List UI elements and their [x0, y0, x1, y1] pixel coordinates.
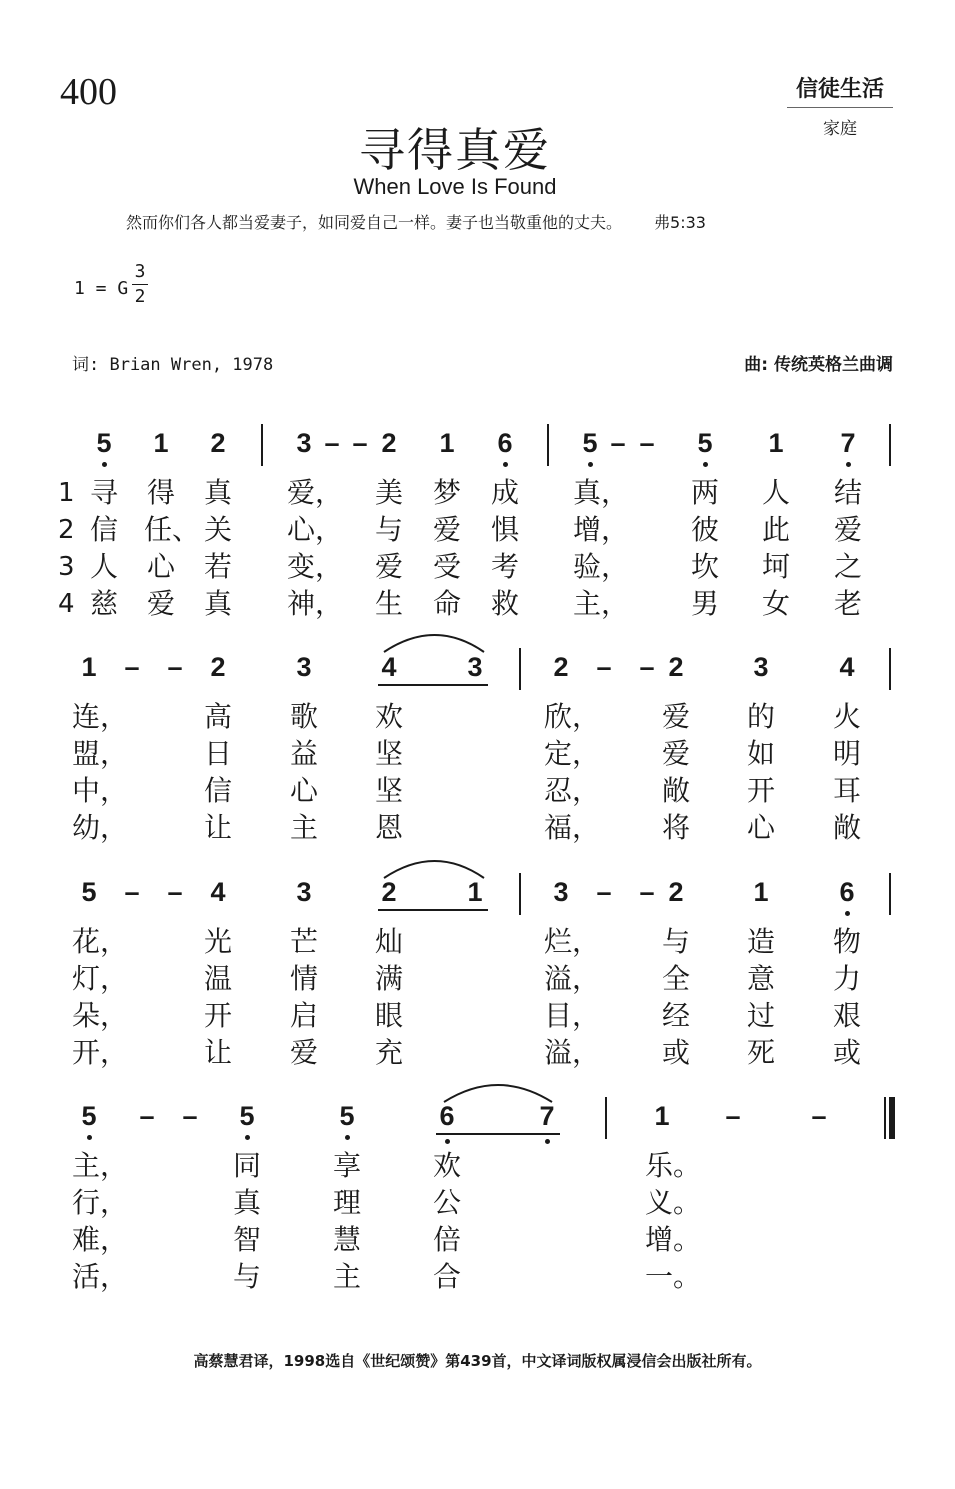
lyric-char: 意 — [746, 962, 775, 995]
lyric-char: 或 — [832, 1036, 861, 1069]
lyric-char: 之 — [833, 550, 862, 583]
lyric-char: 慧 — [332, 1223, 361, 1256]
lyric-char: 温 — [203, 962, 232, 995]
lyrics-credit: 词: Brian Wren, 1978 — [72, 355, 274, 375]
lyric-char: 主 — [332, 1260, 361, 1293]
eighth-underline — [436, 1133, 560, 1135]
note: 4 — [210, 877, 226, 907]
note: 3 — [753, 652, 769, 682]
lyric-char: 一。 — [645, 1260, 702, 1293]
lyric-char: 合 — [432, 1260, 461, 1293]
lyric-char: 心 — [146, 550, 175, 583]
lyric-char: 义。 — [645, 1186, 702, 1219]
lyric-char: 敞 — [661, 774, 690, 807]
note: 2 — [210, 652, 226, 682]
lyric-char: 坎 — [690, 550, 719, 583]
lyric-char: 的 — [746, 700, 775, 733]
lyric-char: 惧 — [490, 513, 519, 546]
lyric-char: 过 — [746, 999, 775, 1032]
lyric-char: 力 — [832, 962, 861, 995]
key-signature: 1 = G — [74, 278, 129, 299]
lyric-char: 智 — [232, 1223, 261, 1256]
barline — [889, 873, 891, 915]
lyric-char: 主， — [573, 587, 630, 620]
lyric-char: 考 — [490, 550, 519, 583]
note: 4 — [839, 652, 855, 682]
lyric-char: 关 — [203, 513, 232, 546]
lyric-char: 歌 — [289, 700, 318, 733]
lyric-char: 信 — [89, 513, 118, 546]
lyric-char: 爱 — [432, 513, 461, 546]
lyric-char: 让 — [203, 1036, 232, 1069]
dash: – — [167, 652, 183, 682]
note: 6 — [497, 428, 513, 458]
note: 3 — [296, 877, 312, 907]
lyric-char: 爱 — [833, 513, 862, 546]
note: 6 — [439, 1101, 455, 1131]
final-barline-thin — [884, 1097, 886, 1139]
lyric-char: 造 — [746, 925, 775, 958]
note: 2 — [668, 877, 684, 907]
lyric-char: 行， — [72, 1186, 129, 1219]
lyric-char: 若 — [203, 550, 232, 583]
lyric-char: 慈 — [89, 587, 118, 620]
low-octave-dot — [102, 462, 107, 467]
time-signature — [132, 260, 148, 309]
lyric-char: 生 — [374, 587, 403, 620]
note: 1 — [81, 652, 97, 682]
lyric-char: 欣， — [544, 700, 601, 733]
lyric-char: 高 — [203, 700, 232, 733]
lyric-char: 如 — [746, 737, 775, 770]
dash: – — [725, 1101, 741, 1131]
note: 5 — [81, 877, 97, 907]
lyric-char: 溢， — [544, 1036, 601, 1069]
lyric-char: 或 — [661, 1036, 690, 1069]
dash: – — [182, 1101, 198, 1131]
verse-number: 1 — [58, 478, 75, 508]
lyric-char: 益 — [289, 737, 318, 770]
lyric-char: 让 — [203, 811, 232, 844]
note: 6 — [839, 877, 855, 907]
lyric-char: 此 — [761, 513, 790, 546]
lyric-char: 心 — [746, 811, 775, 844]
lyric-char: 芒 — [289, 925, 318, 958]
category-sub: 家庭 — [823, 119, 857, 139]
lyric-char: 灯， — [72, 962, 129, 995]
lyric-char: 变， — [287, 550, 344, 583]
low-octave-dot — [503, 462, 508, 467]
lyric-char: 老 — [833, 587, 862, 620]
lyric-char: 福， — [544, 811, 601, 844]
barline — [519, 873, 521, 915]
lyric-char: 验， — [573, 550, 630, 583]
lyric-char: 开 — [746, 774, 775, 807]
lyric-char: 人 — [761, 476, 790, 509]
dash: – — [811, 1101, 827, 1131]
lyric-char: 难， — [72, 1223, 129, 1256]
low-octave-dot — [87, 1135, 92, 1140]
lyric-char: 结 — [833, 476, 862, 509]
verse-text: 然而你们各人都当爱妻子，如同爱自己一样。妻子也当敬重他的丈夫。 — [126, 213, 623, 232]
lyric-char: 光 — [203, 925, 232, 958]
time-signature-top: 3 — [134, 261, 146, 282]
lyric-char: 信 — [203, 774, 232, 807]
low-octave-dot — [345, 1135, 350, 1140]
lyric-char: 真， — [573, 476, 630, 509]
lyric-char: 增， — [573, 513, 630, 546]
dash: – — [124, 652, 140, 682]
lyric-char: 启 — [289, 999, 318, 1032]
note: 5 — [239, 1101, 255, 1131]
note: 5 — [697, 428, 713, 458]
lyric-char: 烂， — [544, 925, 601, 958]
note: 3 — [296, 428, 312, 458]
lyric-char: 倍 — [432, 1223, 461, 1256]
lyric-char: 心 — [289, 774, 318, 807]
dash: – — [139, 1101, 155, 1131]
lyric-char: 开， — [72, 1036, 129, 1069]
lyric-char: 寻 — [89, 476, 118, 509]
lyric-char: 得 — [146, 476, 175, 509]
note: 7 — [539, 1101, 555, 1131]
hymn-title: 寻得真爱 — [359, 123, 551, 177]
scripture-verse — [126, 210, 706, 233]
lyric-char: 女 — [761, 587, 790, 620]
lyric-char: 盟， — [72, 737, 129, 770]
note: 5 — [81, 1101, 97, 1131]
copyright-footer: 高蔡慧君译，1998选自《世纪颂赞》第439首，中文译词版权属浸信会出版社所有。 — [193, 1352, 762, 1370]
lyric-char: 开 — [203, 999, 232, 1032]
lyric-char: 爱 — [146, 587, 175, 620]
lyric-char: 忍， — [544, 774, 601, 807]
verse-number: 4 — [58, 589, 75, 619]
lyric-char: 全 — [661, 962, 690, 995]
note: 1 — [654, 1101, 670, 1131]
note: 2 — [381, 428, 397, 458]
lyric-char: 艰 — [832, 999, 861, 1032]
lyric-char: 爱 — [374, 550, 403, 583]
lyric-char: 男 — [690, 587, 719, 620]
lyric-char: 心， — [287, 513, 344, 546]
low-octave-dot — [703, 462, 708, 467]
note: 4 — [381, 652, 397, 682]
lyric-char: 眼 — [374, 999, 403, 1032]
note: 3 — [467, 652, 483, 682]
lyric-char: 物 — [832, 925, 861, 958]
lyric-char: 坷 — [761, 550, 790, 583]
barline — [889, 424, 891, 466]
low-octave-dot — [445, 1139, 450, 1144]
low-octave-dot — [245, 1135, 250, 1140]
lyric-char: 真 — [203, 587, 232, 620]
category-main: 信徒生活 — [787, 72, 893, 108]
lyric-char: 神， — [287, 587, 344, 620]
note: 1 — [768, 428, 784, 458]
lyric-char: 与 — [661, 925, 690, 958]
lyric-char: 死 — [746, 1036, 775, 1069]
lyric-char: 情 — [289, 962, 318, 995]
final-barline-thick — [889, 1097, 895, 1139]
lyric-char: 救 — [490, 587, 519, 620]
eighth-underline — [378, 684, 488, 686]
dash: – — [352, 428, 368, 458]
dash: – — [596, 877, 612, 907]
lyric-char: 彼 — [690, 513, 719, 546]
lyric-char: 公 — [432, 1186, 461, 1219]
note: 7 — [840, 428, 856, 458]
lyric-char: 与 — [374, 513, 403, 546]
hymn-subtitle: When Love Is Found — [353, 174, 557, 199]
lyric-char: 同 — [232, 1149, 261, 1182]
lyric-char: 明 — [832, 737, 861, 770]
note: 1 — [753, 877, 769, 907]
lyric-char: 花， — [72, 925, 129, 958]
note: 1 — [439, 428, 455, 458]
note: 1 — [153, 428, 169, 458]
dash: – — [596, 652, 612, 682]
dash: – — [639, 877, 655, 907]
lyric-char: 欢 — [432, 1149, 461, 1182]
low-octave-dot — [588, 462, 593, 467]
dash: – — [639, 652, 655, 682]
lyric-char: 幼， — [72, 811, 129, 844]
barline — [519, 648, 521, 690]
lyric-char: 梦 — [432, 476, 461, 509]
lyric-char: 成 — [490, 476, 519, 509]
dash: – — [324, 428, 340, 458]
time-signature-bottom: 2 — [132, 284, 148, 309]
lyric-char: 主， — [72, 1149, 129, 1182]
lyric-char: 爱 — [661, 737, 690, 770]
low-octave-dot — [846, 462, 851, 467]
lyric-char: 充 — [374, 1036, 403, 1069]
lyric-char: 溢， — [544, 962, 601, 995]
low-octave-dot — [545, 1139, 550, 1144]
barline — [605, 1097, 607, 1139]
verse-number: 3 — [58, 552, 75, 582]
lyric-char: 真 — [203, 476, 232, 509]
note: 1 — [467, 877, 483, 907]
note: 2 — [668, 652, 684, 682]
lyric-char: 满 — [374, 962, 403, 995]
lyric-char: 坚 — [374, 737, 403, 770]
lyric-char: 美 — [374, 476, 403, 509]
barline — [547, 424, 549, 466]
note: 5 — [96, 428, 112, 458]
lyric-char: 定， — [544, 737, 601, 770]
lyric-char: 主 — [289, 811, 318, 844]
lyric-char: 乐。 — [645, 1149, 702, 1182]
low-octave-dot — [845, 911, 850, 916]
note: 3 — [296, 652, 312, 682]
lyric-char: 连， — [72, 700, 129, 733]
lyric-char: 活， — [72, 1260, 129, 1293]
lyric-char: 欢 — [374, 700, 403, 733]
barline — [889, 648, 891, 690]
lyric-char: 目， — [544, 999, 601, 1032]
tune-credit: 曲: 传统英格兰曲调 — [744, 355, 893, 375]
verse-reference: 弗5:33 — [654, 213, 706, 232]
hymn-number: 400 — [60, 71, 117, 113]
lyric-char: 日 — [203, 737, 232, 770]
dash: – — [124, 877, 140, 907]
lyric-char: 朵， — [72, 999, 129, 1032]
barline — [261, 424, 263, 466]
note: 5 — [339, 1101, 355, 1131]
lyric-char: 人 — [89, 550, 118, 583]
lyric-char: 理 — [332, 1186, 361, 1219]
verse-number: 2 — [58, 515, 75, 545]
note: 2 — [210, 428, 226, 458]
dash: – — [639, 428, 655, 458]
lyric-char: 恩 — [374, 811, 403, 844]
lyric-char: 爱， — [287, 476, 344, 509]
lyric-char: 命 — [432, 587, 461, 620]
note: 3 — [553, 877, 569, 907]
note: 5 — [582, 428, 598, 458]
note: 2 — [381, 877, 397, 907]
lyric-char: 享 — [332, 1149, 361, 1182]
eighth-underline — [378, 909, 488, 911]
lyric-char: 灿 — [374, 925, 403, 958]
lyric-char: 爱 — [661, 700, 690, 733]
lyric-char: 真 — [232, 1186, 261, 1219]
lyric-char: 坚 — [374, 774, 403, 807]
lyric-char: 受 — [432, 550, 461, 583]
dash: – — [610, 428, 626, 458]
lyric-char: 敞 — [832, 811, 861, 844]
lyric-char: 与 — [232, 1260, 261, 1293]
lyric-char: 两 — [690, 476, 719, 509]
lyric-char: 爱 — [289, 1036, 318, 1069]
note: 2 — [553, 652, 569, 682]
dash: – — [167, 877, 183, 907]
lyric-char: 耳 — [832, 774, 861, 807]
lyric-char: 将 — [661, 811, 690, 844]
lyric-char: 任、 — [144, 513, 201, 546]
lyric-char: 增。 — [645, 1223, 702, 1256]
lyric-char: 中， — [72, 774, 129, 807]
lyric-char: 经 — [661, 999, 690, 1032]
lyric-char: 火 — [832, 700, 861, 733]
